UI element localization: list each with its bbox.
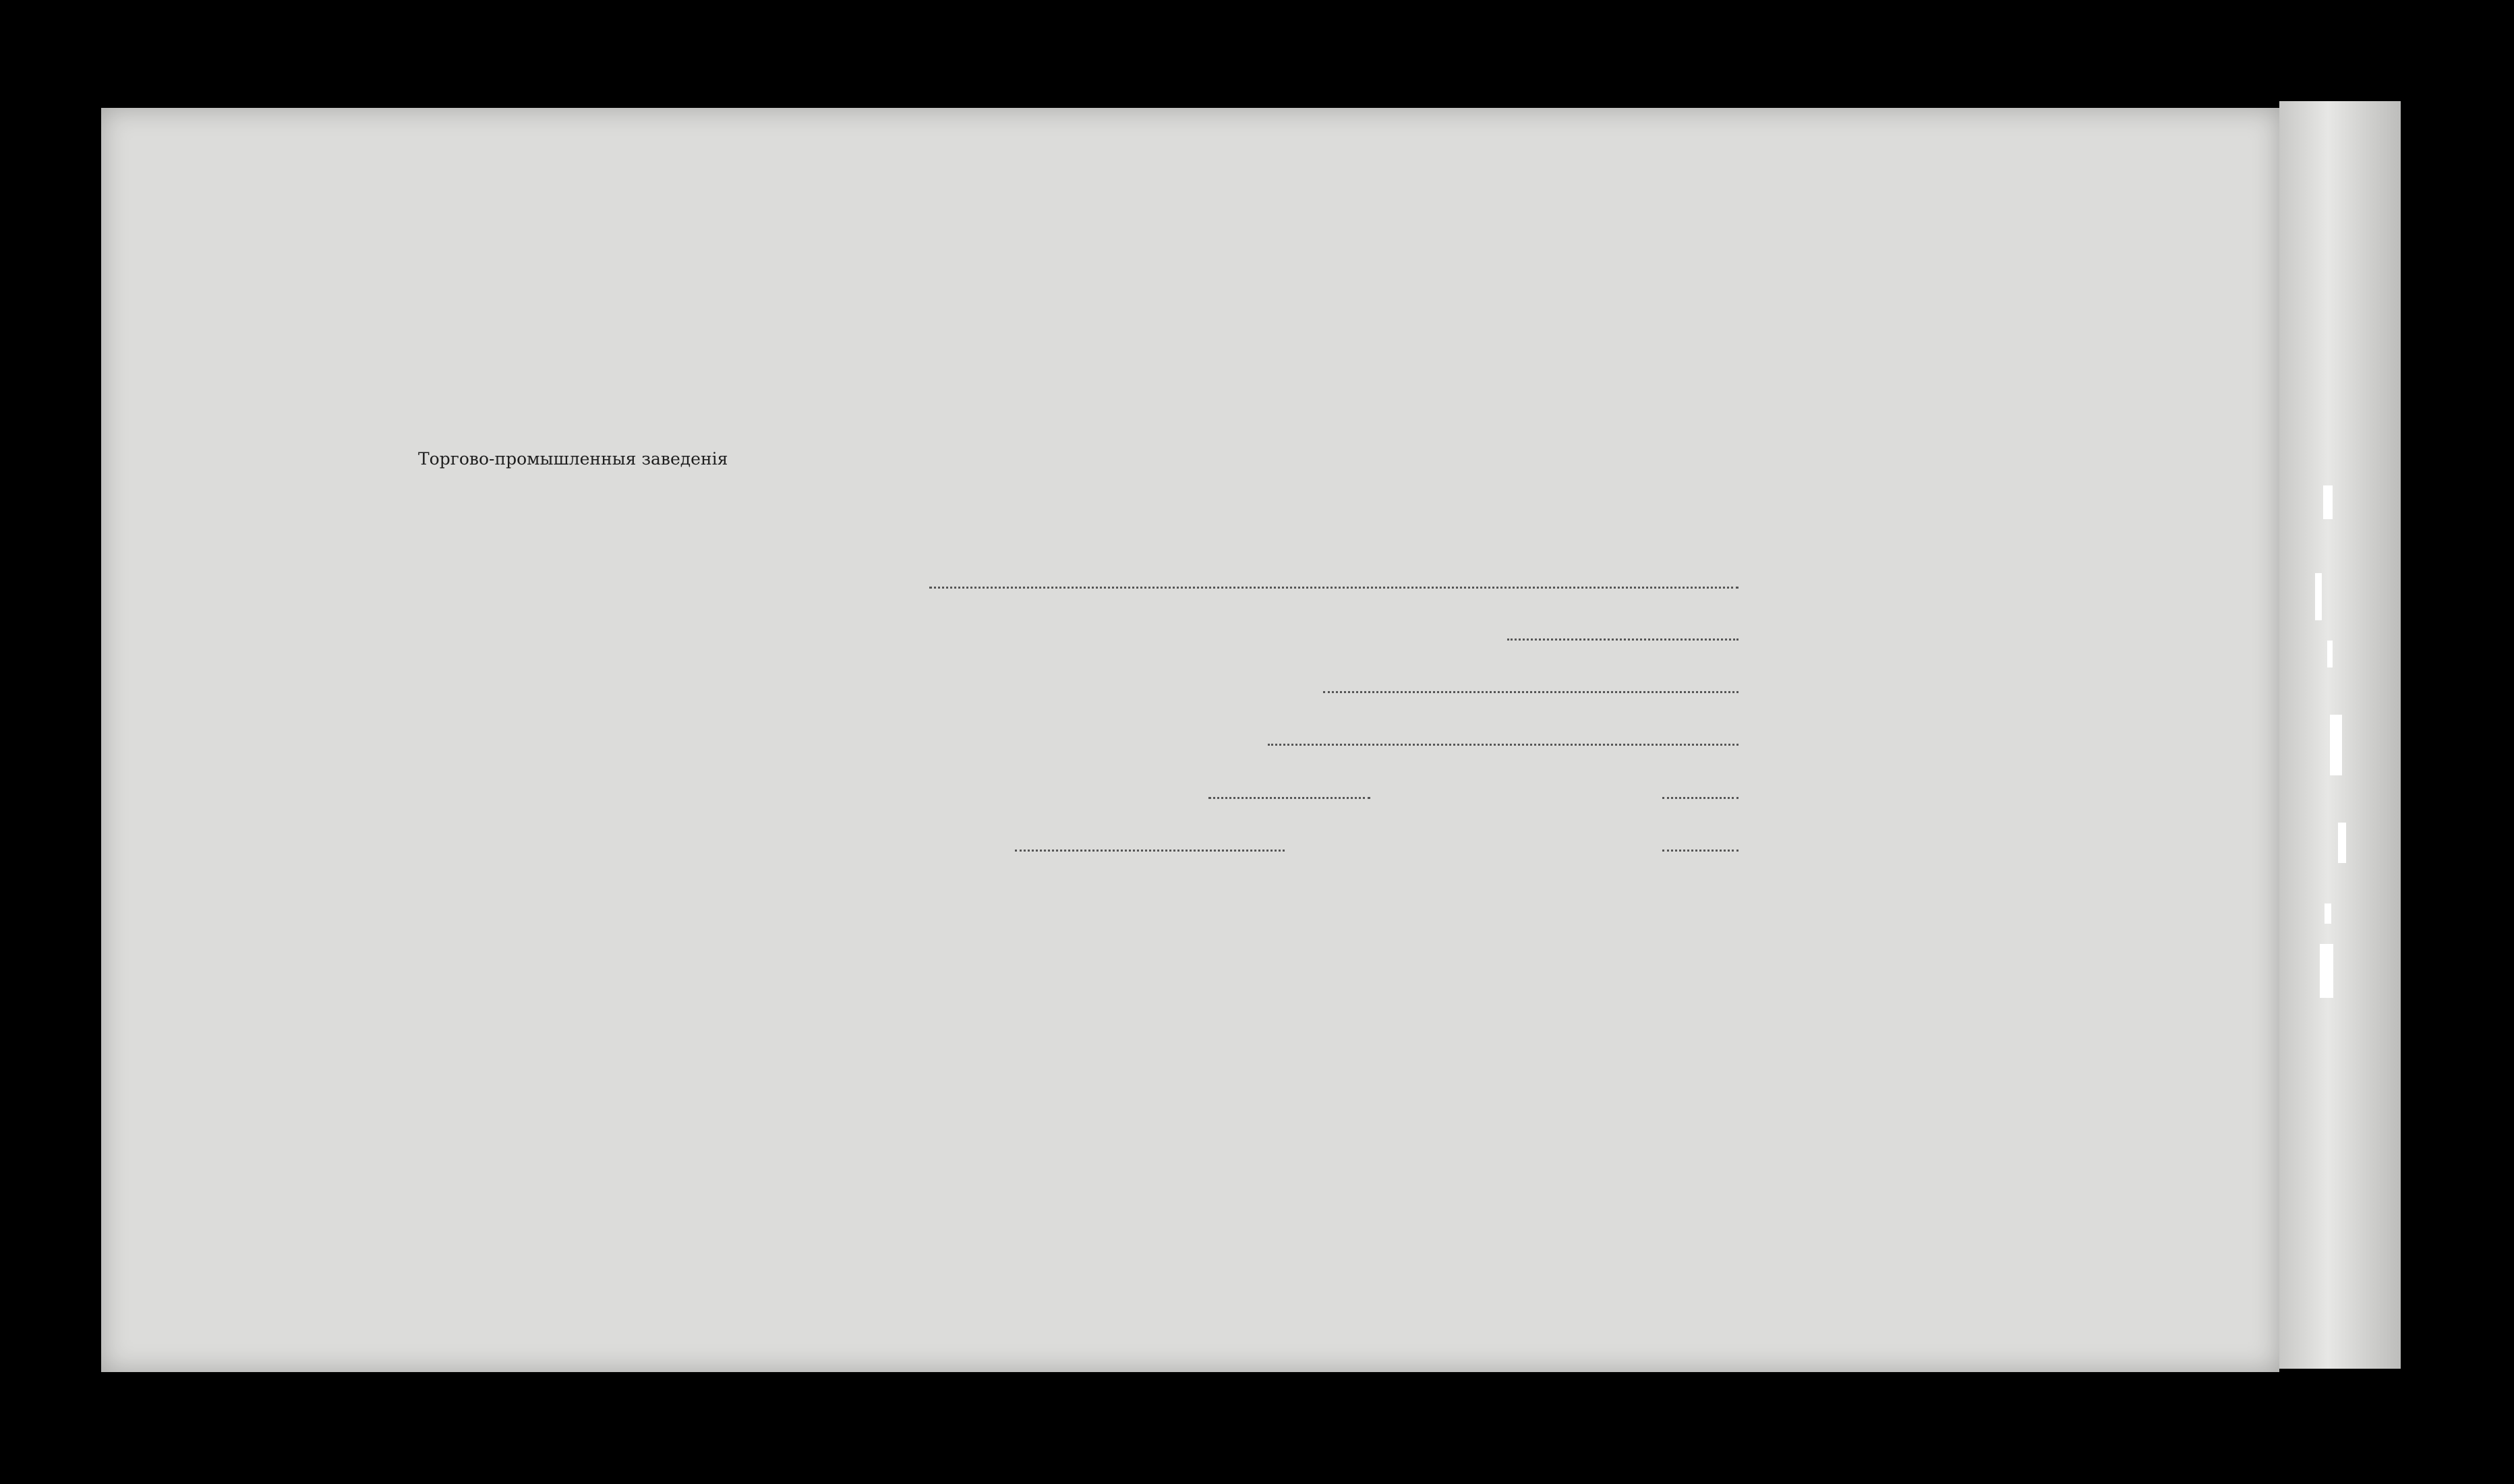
edge-marks (2283, 472, 2370, 1348)
trade-title-1: Торгово-промышленныя заведенія (418, 449, 728, 469)
